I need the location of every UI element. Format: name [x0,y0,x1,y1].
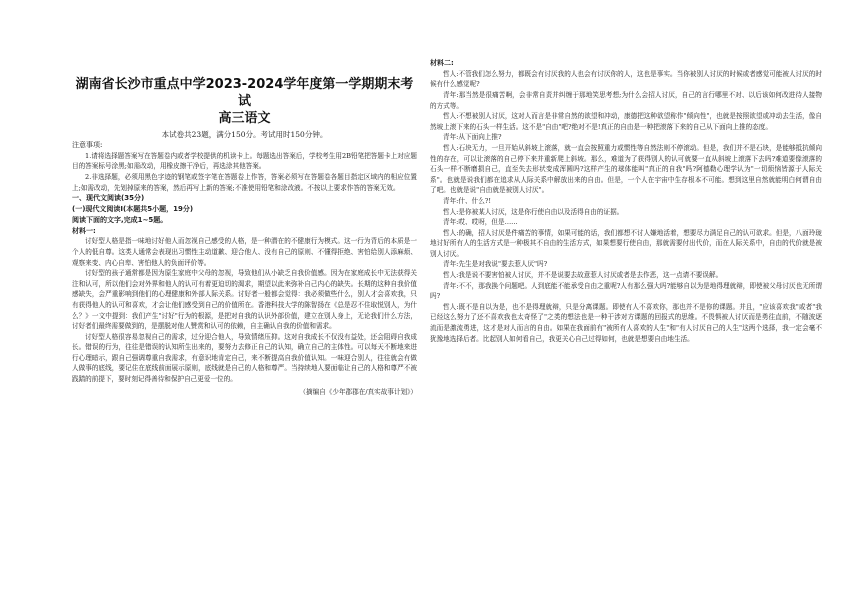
exam-title [72,76,417,127]
dialogue-paragraph: 哲人:的确，招人讨厌是件痛苦的事情，如果可能的话，我们都想不讨人嫌地活着，想要尽力满足自己的认可欲求。但是，八面玲珑地讨好所有人的生活方式是一种极其不自由的生活方式，如果想要行使自由，那就需要付出代价，而在人际关系中，自由的代价就是被别人讨厌。 [430,228,822,258]
dialogue-paragraph: 哲人:不想被别人讨厌，这对人而言是非常自然的欲望和冲动，康德把这种欲望称作"倾向性"，也就是按照欲望或冲动去生活，像自然坡上滚下来的石头一样生活。这不是"自由"吧?绝对不是!真正的自由是一种把滚落下来的自己从下面向上推的态度。 [430,112,822,131]
material1-source: （摘编自《少年郡郡在/真实故事计划》） [299,387,417,396]
dialogue-paragraph: 青年:哎、哎呀，但是…… [443,218,518,227]
dialogue-paragraph: 青年:不不，那我换个问题吧。人到底能不能承受自由之重呢?人有那么强大吗?能够自以为是地得理就辩，即使被父母讨厌也无所谓吗? [430,281,822,301]
right-column [430,58,822,344]
dialogue-paragraph: 哲人:既不是自以为是，也不是得理就辩，只是分离课题。即使有人不喜欢你，那也并不是你的课题。并且，"应该喜欢我"或者"我已经这么努力了还不喜欢我也太奇怪了"之类的想法也是一种干涉对方课题的回报式的思维。不畏惧被人讨厌而是勇往直前，不随波逐流而是激流勇进，这才是对人而言的自由。如果在我面前有"被所有人喜欢的人生"和"有人讨厌自己的人生"这两个选择，我一定会毫不犹豫地选择后者。比起别人如何看自己，我更关心自己过得如何，也就是想要自由地生活。 [430,302,822,343]
dialogue-paragraph: 哲人:是你被某人讨厌，这是你行使自由以及活得自由的证据。 [443,207,624,216]
exam-title-line2: 高三语文 [218,111,271,126]
dialogue-paragraph: 青年:先生是对我说"要去惹人厌"吗? [443,260,548,269]
subsection-heading: (一)现代文阅读Ⅰ(本题共5小题，19分) [72,204,194,213]
material1-paragraph: 讨好型人格很容易忽视自己的需求，过分迎合他人，导致情绪压抑。这对自我成长不仅没有益处，还会阻碍自我成长。错误的行为，往往是错误的认知所生出来的，要努力去修正自己的认知，确立自己的主体性。可以每天不断地来进行心理暗示，跟自己强调尊重自我需求，有意识地肯定自己，来不断提高自我价值认知。一味迎合别人，往往就会有做人做事的底线，要记住在底线前面展示原则，底线就是自己的人格和尊严。当持续地人要面临让自己的人格和尊严不被践踏的前提下，要时刻记得善待和保护自己更爱一位的。 [72,332,417,384]
notes-heading: 注意事项: [72,141,103,149]
material2-label: 材料二: [430,59,454,67]
material1-paragraph: 讨好型的孩子通常都是因为原生家庭中父母的忽视，导致他们从小缺乏自我价值感。因为在家庭成长中无法获得关注和认可，所以他们会对外界和他人的认可有着更迫切的渴求，期望以此来弥补自己内心的缺失。长期的这种自我价值感缺失，会严重影响到他们的心理健康和外部人际关系。讨好者一般都会觉得：我必须做些什么，别人才会喜欢我，只有获得他人的认可和喜欢，才会让他们感受到自己的价值所在。香港科技大学的陈智扬在《总是忍不住取悦别人，为什么？》一文中提到：我们产生"讨好"行为的根源，是把对自我的认识外部价值，建立在别人身上，无论我们什么方法，讨好者们最终需要做到的，是摆脱对他人赞赏和认可的依赖，自主确认自我的价值和需求。 [72,269,417,331]
exam-title-line1: 湖南省长沙市重点中学2023-2024学年度第一学期期末考试 [75,77,414,109]
section-heading: 一、现代文阅读(35分) [72,194,145,203]
left-column [72,76,417,398]
dialogue-paragraph: 哲人:石块无力，一旦开始从斜坡上滚落，就一直会按照重力或惯性等自然法则不停滚动。但是，我们并不是石块，是能够抵抗倾向性的存在，可以让滚落的自己停下来并重新爬上斜坡。那么，难道为了获得别人的认可就要一直从斜坡上滚落下去吗?难道要像滚落的石头一样不断磨损自己，直至失去形状变成浑圆吗?这样产生的球体能叫"真正的自我"吗?阿德勒心理学认为"一切烦恼皆源于人际关系"。也就是说我们都在追求从人际关系中解放出来的自由。但是，一个人在宇宙中生存根本不可能。想到这里自然就能明白何谓自由了吧。也就是说"自由就是被别人讨厌"。 [430,143,822,195]
dialogue-paragraph: 青年:那当然是很痛苦啊，会非常自责并纠缠于那地笑思考想;为什么会招人讨厌，自己的言行哪里不对、以后该如何改进待人接物的方式等。 [430,90,822,110]
dialogue-paragraph: 哲人:我是说不要害怕被人讨厌，并不是说要去故意惹人讨厌或者是去作恶，这一点请不要误解。 [443,271,723,280]
reading-instruction: 阅读下面的文字,完成1~5题。 [72,215,168,224]
dialogue-paragraph: 青年:从下面向上推? [443,133,502,142]
exam-meta: 本试卷共23题，满分150分。考试用时150分钟。 [161,130,328,139]
dialogue-paragraph: 哲人:不管我们怎么努力，都既会有讨厌我的人也会有讨厌你的人，这也是事实。当你被别人讨厌的时候或者感觉可能被人讨厌的时候有什么感觉呢? [430,69,822,89]
material1-label: 材料一: [72,226,96,235]
notes-item-1: 1.请将选择题答案写在答题卷内或者学校提供的机读卡上。每题选出答案后，学校考生用2B铅笔把答题卡上对应题目的答案标号涂黑;如需改动，用橡皮擦干净后，再选涂其他答案。 [72,151,417,171]
notes-item-2: 2.非选择题，必须用黑色字迹的钢笔或签字笔在答题卷上作答，答案必须写在答题卷各题目指定区域内的相应位置上;如需改动，先划掉原来的答案，然后再写上新的答案;不准使用铅笔和涂改液。不按以上要求作答的答案无效。 [72,172,417,192]
material1-paragraph: 讨好型人格是指一味地讨好他人而忽视自己感受的人格，是一种潜在的不健康行为模式。这一行为背后的本质是一个人的低自尊。这类人通常会表现出习惯性主动道歉、迎合他人、没有自己的原则、不懂得拒绝、害怕给别人添麻烦、观察来变、内心自卑、害怕他人的负面评价等。 [72,237,417,267]
dialogue-paragraph: 青年:什、什么?! [443,196,491,205]
